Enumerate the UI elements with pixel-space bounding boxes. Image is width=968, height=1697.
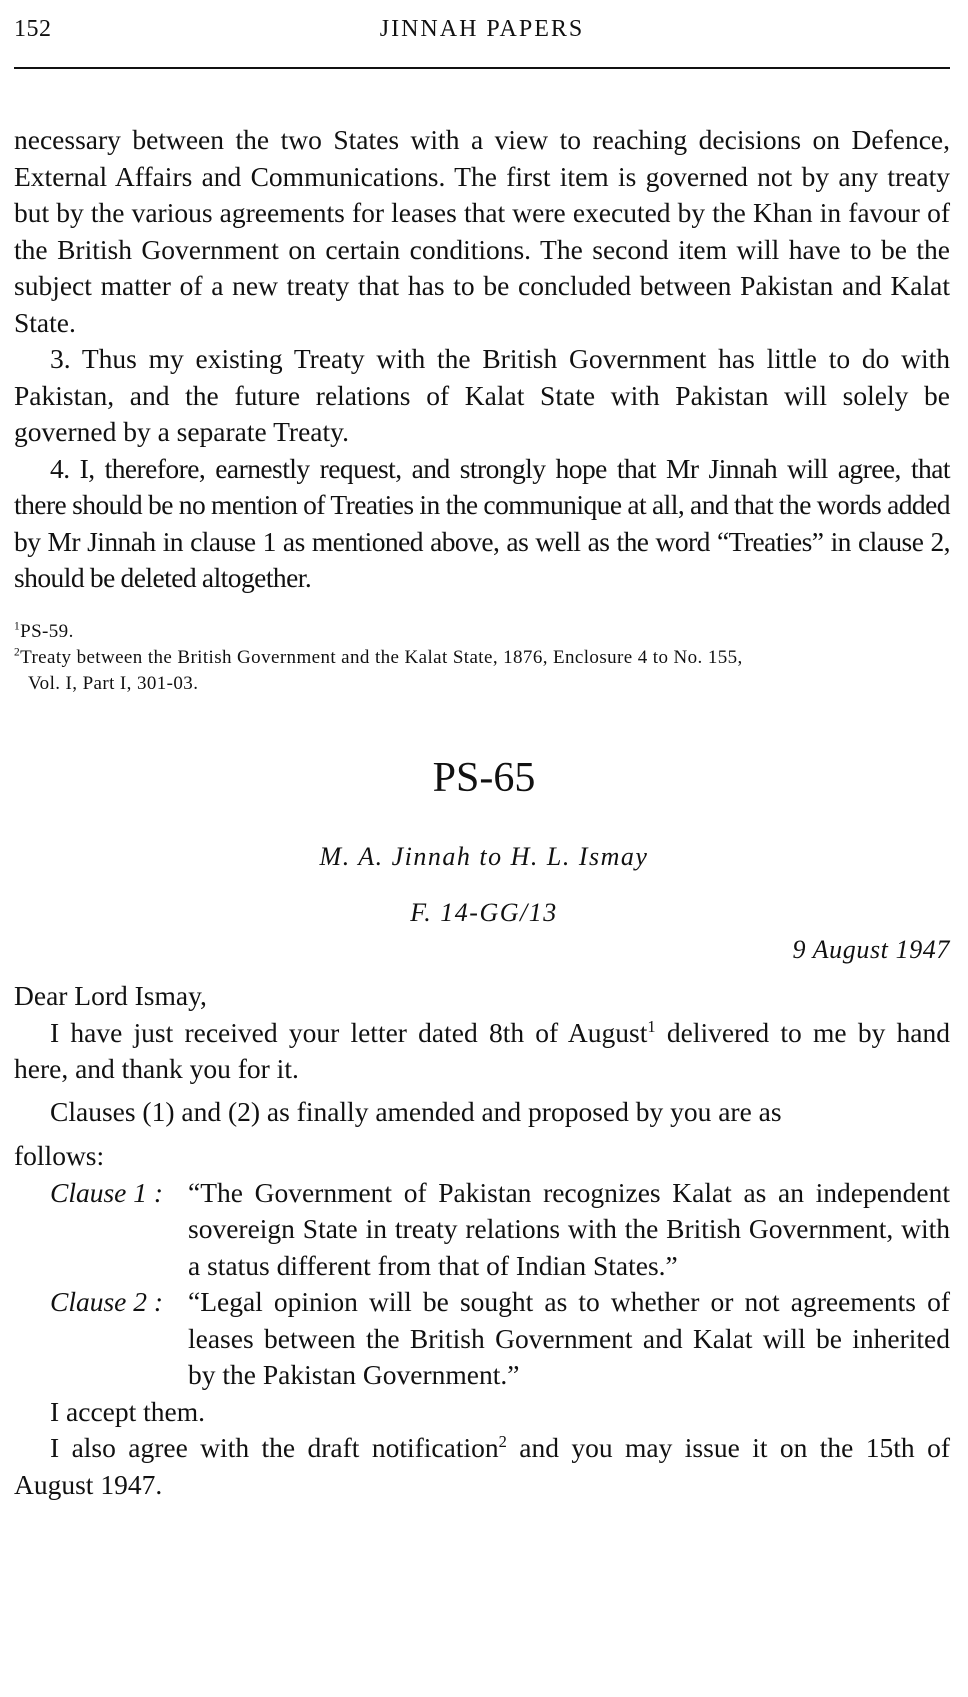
header-rule	[14, 67, 950, 69]
salutation: Dear Lord Ismay,	[14, 980, 207, 1011]
paragraph-3: 3. Thus my existing Treaty with the British Government has little to do with Pakistan, and the future relations of Kalat State with Pakistan will solely be governed by a separate Treaty.	[14, 343, 950, 447]
continued-paragraph: necessary between the two States with a view to reaching decisions on Defence, External Affairs and Communications. The first item is governed not by any treaty but by the various agreements for leases that were executed by the Khan in favour of the British Government on certain conditions. The second item will have to be the subject matter of a new treaty that has to be concluded between Pakistan and Kalat State.	[14, 124, 950, 338]
clause-1	[14, 1175, 950, 1285]
running-title: JINNAH PAPERS	[379, 16, 585, 42]
letter-paragraph-2: Clauses (1) and (2) as finally amended and proposed by you are as	[50, 1095, 782, 1127]
letter-paragraph-2-end: follows:	[14, 1140, 105, 1171]
footnote-mark: 1	[14, 620, 21, 633]
footnote-reference: 1	[647, 1016, 656, 1036]
running-head	[14, 16, 950, 50]
footnote-2	[14, 645, 950, 671]
footnote-mark: 2	[14, 646, 21, 659]
footnotes	[14, 619, 950, 697]
letter-paragraph-1	[14, 1015, 950, 1088]
preceding-document-text	[14, 122, 950, 597]
paragraph-text: I have just received your letter dated 8th of August	[50, 1016, 648, 1048]
page-number: 152	[14, 16, 52, 42]
footnote-text: Treaty between the British Government and the Kalat State, 1876, Enclosure 4 to No. 155,	[20, 647, 743, 668]
paragraph-text: delivered to me by hand here, and thank you for it.	[14, 1016, 951, 1084]
letter-paragraph-3	[14, 1430, 950, 1503]
acceptance-line: I accept them.	[50, 1395, 205, 1427]
clause-label: Clause 1 :	[50, 1176, 164, 1208]
document-number: PS-65	[432, 755, 536, 801]
footnote-reference: 2	[498, 1431, 507, 1451]
paragraph-4: 4. I, therefore, earnestly request, and strongly hope that Mr Jinnah will agree, that there should be no mention of Treaties in the communique at all, and that the words added by Mr Jinnah in clause 1 as mentioned above, as well as the word “Treaties” in clause 2, should be deleted altogether.	[14, 452, 950, 593]
clause-text: “Legal opinion will be sought as to whether or not agreements of leases between the British Government and Kalat will be inherited by the Pakistan Government.”	[188, 1286, 950, 1390]
letter-body	[14, 978, 950, 1503]
footnote-text: PS-59.	[20, 621, 74, 642]
letter-date: 9 August 1947	[792, 935, 950, 964]
clause-2	[14, 1284, 950, 1394]
paragraph-text: I also agree with the draft notification	[50, 1432, 499, 1463]
letter-parties: M. A. Jinnah to H. L. Ismay	[319, 842, 649, 871]
footnote-2-continuation: Vol. I, Part I, 301-03.	[28, 673, 199, 694]
footnote-1	[14, 619, 950, 645]
clause-text: “The Government of Pakistan recognizes Kalat as an independent sovereign State in treaty relations with the British Government, with a status different from that of Indian States.”	[188, 1176, 950, 1281]
paragraph-text: and you may issue it on the 15th of August 1947.	[14, 1432, 951, 1500]
clause-label: Clause 2 :	[50, 1286, 164, 1317]
file-reference: F. 14-GG/13	[410, 898, 558, 927]
